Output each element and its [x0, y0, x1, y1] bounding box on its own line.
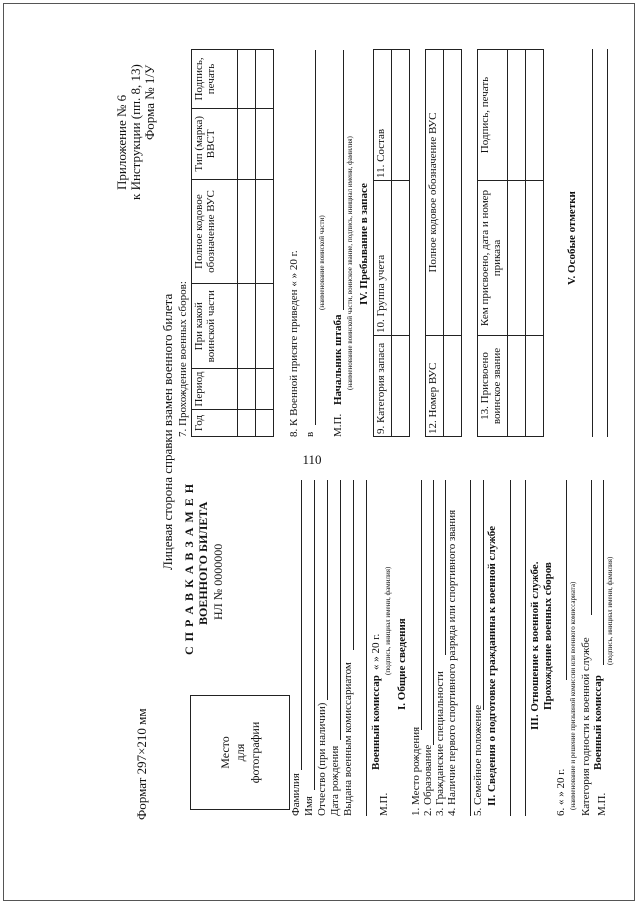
fitness-category: Категория годности к военной службе — [580, 637, 592, 816]
general-education: 2. Образование — [422, 744, 434, 816]
field-surname: Фамилия — [290, 773, 302, 816]
format-label: Формат 297×210 мм — [134, 708, 149, 820]
general-family: 5. Семейное положение — [472, 704, 484, 816]
reserve-cell — [508, 336, 526, 437]
reserve-cell — [444, 50, 462, 336]
title-line-3: НЛ № 0000000 — [211, 543, 225, 620]
decision-caption: (наименование и решение призывной комиссии или военного комиссариата) — [569, 581, 577, 810]
decision-date: 6. « » 20 г. — [555, 768, 567, 816]
chief-label: Начальник штаба — [332, 314, 344, 405]
sborov-cell — [256, 284, 274, 369]
sborov-header-year: Год — [192, 410, 238, 437]
field-birthdate-line — [340, 480, 341, 740]
sborov-label: 7. Прохождение военных сборов: — [177, 281, 189, 437]
field-patronymic-line — [327, 480, 328, 700]
issue-date: « » 20 г. — [370, 633, 382, 670]
reserve-cell — [508, 50, 526, 181]
form-sheet — [114, 40, 620, 830]
sborov-header-period: Период — [192, 369, 238, 410]
sborov-cell — [238, 284, 256, 369]
signature-caption: (подпись, инициал имени, фамилия) — [384, 566, 392, 675]
field-issued-by-line-2 — [366, 480, 367, 816]
mp-label-2: М.П. — [596, 792, 608, 816]
sborov-header-unit: При какой воинской части — [192, 284, 238, 369]
reserve-cell — [392, 50, 410, 181]
reserve-category: 9. Категория запаса — [374, 336, 392, 437]
sborov-cell — [256, 50, 274, 109]
photo-label-3: фотографии — [247, 721, 262, 784]
sport-line — [470, 480, 471, 816]
unit-caption: (наименование воинской части) — [318, 215, 326, 310]
section-2-line-2 — [525, 480, 526, 816]
section-4-title: IV. Пребывание в запасе — [358, 183, 370, 305]
form-number: Форма № 1/У — [142, 64, 157, 140]
sborov-cell — [238, 410, 256, 437]
sborov-header-vvst: Тип (марка) ВВСТ — [192, 108, 238, 179]
mp-label-right: М.П. — [332, 413, 344, 437]
general-sport: 4. Наличие первого спортивного разряда или спортивного звания — [446, 509, 458, 816]
reserve-rank: 13. Присвоено воинское звание — [478, 336, 508, 437]
fitness-category-line — [591, 480, 592, 615]
reserve-signature: Подпись, печать — [478, 50, 508, 181]
notes-line-2 — [607, 49, 608, 437]
section-1-title: I. Общие сведения — [396, 618, 408, 710]
oath-unit-line — [315, 50, 316, 425]
commissar-line-2 — [603, 480, 604, 665]
reserve-cell — [526, 336, 544, 437]
reserve-vus-number: 12. Номер ВУС — [426, 336, 444, 437]
reserve-cell — [508, 181, 526, 336]
section-3-title-2: Прохождение военных сборов — [542, 562, 554, 710]
commissar-label: Военный комиссар — [370, 675, 382, 770]
title-line-2: ВОЕННОГО БИЛЕТА — [196, 501, 210, 625]
field-patronymic: Отчество (при наличии) — [316, 702, 328, 816]
decision-line — [566, 480, 567, 680]
reserve-table-3 — [477, 49, 544, 437]
field-name-line — [314, 480, 315, 790]
mp-label: М.П. — [378, 792, 390, 816]
reserve-cell — [392, 181, 410, 336]
reserve-cell — [526, 50, 544, 181]
reserve-cell — [444, 336, 462, 437]
general-specialties: 3. Гражданские специальности — [434, 671, 446, 816]
title-line-1: С П Р А В К А В З А М Е Н — [182, 482, 196, 655]
section-2-line-1 — [510, 480, 511, 816]
sborov-cell — [238, 369, 256, 410]
sborov-cell — [256, 369, 274, 410]
photo-box — [190, 695, 290, 810]
sborov-cell — [238, 50, 256, 109]
photo-label-1: Место — [217, 736, 232, 769]
instruction-label: к Инструкции (пп. 8, 13) — [128, 64, 143, 200]
commissar-label-2: Военный комиссар — [592, 675, 604, 770]
sborov-table — [191, 49, 274, 437]
field-birthdate: Дата рождения — [329, 745, 341, 816]
reserve-table-2 — [425, 49, 462, 437]
section-3-title-1: III. Отношение к военной службе. — [529, 561, 541, 730]
section-5-title: V. Особые отметки — [566, 191, 578, 285]
sborov-cell — [238, 108, 256, 179]
sborov-header-signature: Подпись, печать — [192, 50, 238, 109]
field-surname-line — [301, 480, 302, 770]
family-line — [483, 480, 484, 710]
sborov-cell — [238, 179, 256, 284]
page-number: 110 — [302, 452, 322, 467]
section-2-title: II. Сведения о подготовке гражданина к военной службе — [486, 525, 498, 806]
sborov-cell — [256, 179, 274, 284]
oath-text: 8. К Военной присяге приведен « » 20 г. — [288, 250, 300, 437]
chief-line — [343, 50, 344, 310]
field-issued-by: Выдана военным комиссариатом — [342, 662, 354, 816]
reserve-composition: 11. Состав — [374, 50, 392, 181]
general-birthplace: 1. Место рождения — [410, 726, 422, 816]
reserve-table-1 — [373, 49, 410, 437]
notes-line-1 — [592, 49, 593, 437]
reserve-group: 10. Группа учета — [374, 181, 392, 336]
photo-label-2: для — [232, 743, 247, 762]
reserve-cell — [526, 181, 544, 336]
subtitle: Лицевая сторона справки взамен военного билета — [160, 293, 175, 570]
signature-caption-2: (подпись, инициал имени, фамилия) — [606, 556, 614, 665]
reserve-vus-code: Полное кодовое обозначение ВУС — [426, 50, 444, 336]
field-name: Имя — [303, 796, 315, 816]
reserve-cell — [392, 336, 410, 437]
appendix-label: Приложение № 6 — [114, 94, 129, 190]
oath-prefix: в — [304, 431, 316, 437]
birthplace-line — [421, 480, 422, 730]
sborov-header-vus: Полное кодовое обозначение ВУС — [192, 179, 238, 284]
field-issued-by-line — [353, 480, 354, 650]
chief-caption: (наименование воинской части, воинское звание, подпись, инициал имени, фамилия) — [346, 136, 354, 390]
sborov-cell — [256, 108, 274, 179]
reserve-assigned-by: Кем присвоено, дата и номер приказа — [478, 181, 508, 336]
sborov-cell — [256, 410, 274, 437]
